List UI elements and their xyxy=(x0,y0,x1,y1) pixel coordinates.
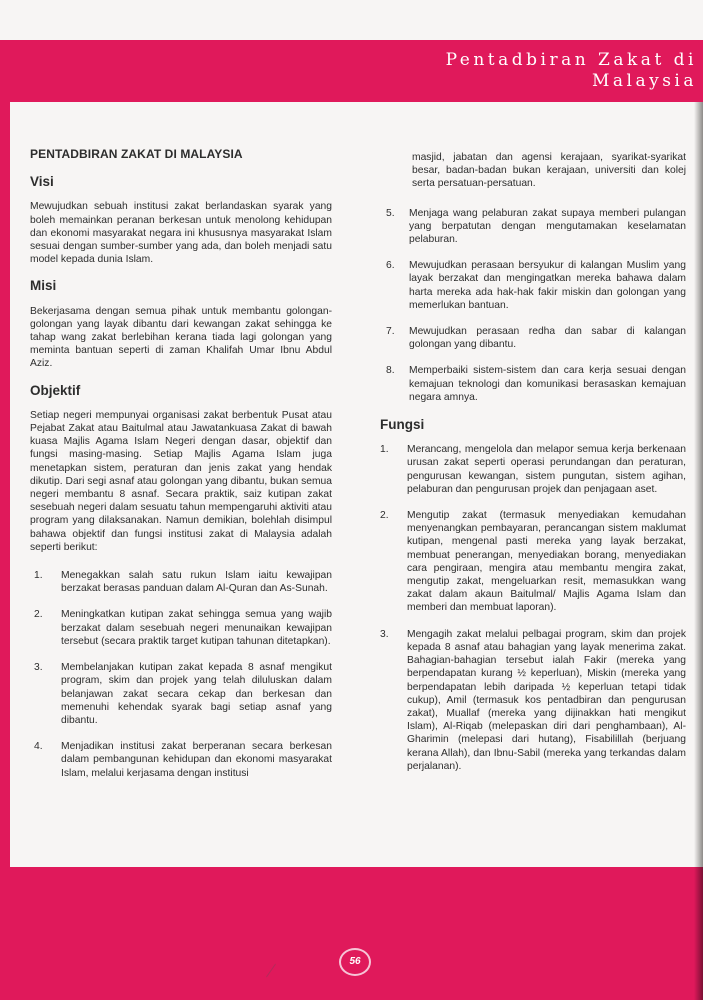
list-item-text: Membelanjakan kutipan zakat kepada 8 asnaf mengikut program, skim dan projek yang telah diluluskan dalam belanjawan zakat secara cekap dan berkesan dan memenuhi kehendak syarak bagi setiap asnaf yang dibantu. xyxy=(61,662,332,726)
objektif-intro: Setiap negeri mempunyai organisasi zakat berbentuk Pusat atau Pejabat Zakat atau Baitulmal atau Jawatankuasa Zakat di bawah kuasa Majlis Agama Islam Negeri dengan dasar, objektif dan fungsi masing-masing. Setiap Majlis Agama Islam juga menetapkan sistem, peraturan dan jenis zakat yang hendak dikutip. Dari segi asnaf atau golongan yang dibantu, bukan semua negeri membantu 8 asnaf. Secara praktik, saiz kutipan zakat sesebuah negeri dalam sesuatu tahun mempengaruhi aktiviti atau program yang dilaksanakan. Namun demikian, bolehlah disimpul bahawa objektif dan fungsi institusi zakat di Malaysia adalah seperti berikut: xyxy=(30,409,332,553)
objektif-list xyxy=(30,569,332,780)
running-header-title xyxy=(377,50,697,92)
list-item xyxy=(380,207,686,247)
list-item-number: 7. xyxy=(386,326,395,338)
list-item-number: 1. xyxy=(380,444,389,456)
header-title-line-2: Malaysia xyxy=(591,71,697,91)
left-margin-stripe xyxy=(0,102,10,867)
visi-text: Mewujudkan sebuah institusi zakat berlandaskan syarak yang boleh memainkan peranan berkesan untuk menolong kehidupan dan ekonomi masyarakat negara ini khususnya masyarakat Islam sesuai dengan sumber-sumber yang ada, dan boleh menjadi satu model kepada dunia Islam. xyxy=(30,201,332,266)
list-item-number: 2. xyxy=(34,609,43,621)
document-title: PENTADBIRAN ZAKAT DI MALAYSIA xyxy=(30,147,243,161)
misi-heading: Misi xyxy=(30,278,57,294)
list-item-number: 1. xyxy=(34,570,43,582)
continued-text: masjid, jabatan dan agensi kerajaan, syarikat-syarikat besar, badan-badan bukan kerajaan, universiti dan kolej serta persatuan-persatuan. xyxy=(412,152,686,190)
binding-shadow-footer xyxy=(694,867,703,1000)
list-item xyxy=(30,661,332,727)
header-title-line-1: Pentadbiran Zakat di xyxy=(445,50,697,70)
list-item-number: 3. xyxy=(34,662,43,674)
page-number-badge: 56 xyxy=(339,948,371,976)
list-item-number: 2. xyxy=(380,510,389,522)
list-item xyxy=(380,364,686,404)
list-item xyxy=(380,628,686,773)
list-item xyxy=(380,509,686,615)
list-item xyxy=(30,569,332,595)
list-item-text: Meningkatkan kutipan zakat sehingga semua yang wajib berzakat dalam sesebuah negeri menunaikan kewajipan tersebut (secara praktik target kutipan tahunan ditetapkan). xyxy=(61,609,332,647)
list-item-text: Merancang, mengelola dan melapor semua kerja berkenaan urusan zakat seperti operasi perundangan dan peraturan, pengurusan kewangan, sistem pungutan, sistem agihan, pelaburan dan pengurusan projek dan penjagaan aset. xyxy=(407,444,686,495)
list-item xyxy=(380,259,686,312)
list-item-text: Mengutip zakat (termasuk menyediakan kemudahan menyenangkan pembayaran, perancangan sistem maklumat kutipan, mengenal pasti mereka yang layak berzakat, membuat penerangan, menyediakan borang, menyediakan cara pengiraan, mengira atau membantu mengira zakat, mengutip zakat, mengeluarkan resit, memasukkan wang zakat dalam akaun Baitulmal/ Majlis Agama Islam dan memberi dan membuat laporan). xyxy=(407,510,686,614)
footer-band xyxy=(0,867,703,1000)
list-item-number: 3. xyxy=(380,628,389,640)
list-item-text: Memperbaiki sistem-sistem dan cara kerja sesuai dengan kemajuan teknologi dan komunikasi berasaskan kemajuan negara amnya. xyxy=(409,365,686,403)
list-item-text: Menjadikan institusi zakat berperanan secara berkesan dalam pembangunan kehidupan dan ekonomi masyarakat Islam, melalui kerjasama dengan institusi xyxy=(61,741,332,779)
list-item-number: 6. xyxy=(386,260,395,272)
list-item xyxy=(380,443,686,496)
list-item xyxy=(30,608,332,648)
objektif-heading: Objektif xyxy=(30,382,81,398)
list-item-text: Mengagih zakat melalui pelbagai program, skim dan projek kepada 8 asnaf atau bahagian yang layak menerima zakat. Bahagian-bahagian tersebut ialah Fakir (mereka yang berpendapatan kurang ½ keperluan), Miskin (mereka yang berpendapatan lebih daripada ½ keperluan tetapi tidak cukup), Amil (termasuk kos pentadbiran dan pengurusan zakat), Muallaf (mereka yang dijinakkan hati mengikut Islam), Al-Riqab (melepaskan diri dari penghambaan), Al-Gharimin (melepasi dari hutang), Fisabilillah (berjuang kerana Allah), dan Ibnu-Sabil (mereka yang terkandas dalam perjalanan). xyxy=(407,628,686,772)
list-item-number: 8. xyxy=(386,365,395,377)
left-column xyxy=(30,148,332,794)
fungsi-heading: Fungsi xyxy=(380,417,425,433)
list-item-number: 4. xyxy=(34,741,43,753)
misi-text: Bekerjasama dengan semua pihak untuk membantu golongan-golongan yang layak dibantu dari kewangan zakat sehingga ke tahap wang zakat berlebihan kerana tiada lagi golongan yang meminta bantuan seperti di zaman Khalifah Umar Ibnu Abdul Aziz. xyxy=(30,305,332,370)
list-item-text: Mewujudkan perasaan redha dan sabar di kalangan golongan yang dibantu. xyxy=(409,326,686,351)
visi-heading: Visi xyxy=(30,174,54,190)
right-column xyxy=(380,151,686,787)
list-item-text: Mewujudkan perasaan bersyukur di kalangan Muslim yang layak berzakat dan mengingatkan mereka bahawa dalam harta mereka ada hak-hak fakir miskin dan golongan yang memerlukan bantuan. xyxy=(409,260,686,311)
list-item-text: Menjaga wang pelaburan zakat supaya memberi pulangan yang berpatutan dengan mengutamakan keselamatan pelaburan. xyxy=(409,207,686,246)
list-item-number: 5. xyxy=(386,207,395,219)
binding-shadow xyxy=(694,102,703,867)
list-item xyxy=(30,740,332,780)
objektif-list-continued xyxy=(380,207,686,404)
list-item xyxy=(380,325,686,351)
fungsi-list xyxy=(380,443,686,773)
list-item-text: Menegakkan salah satu rukun Islam iaitu kewajipan berzakat berasas panduan dalam Al-Quran dan As-Sunah. xyxy=(61,570,332,595)
